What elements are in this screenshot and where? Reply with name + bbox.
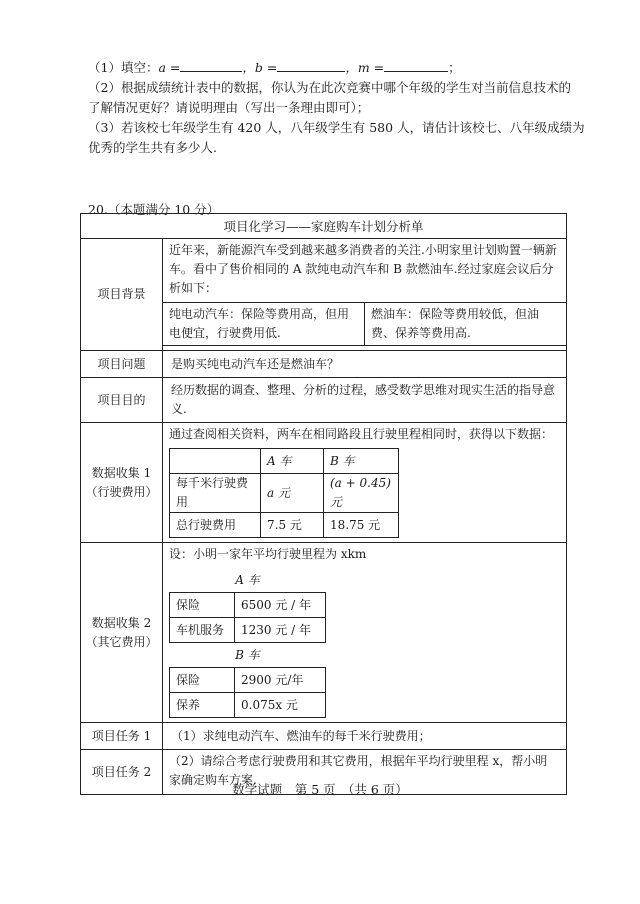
- data1-row2-a: 7.5 元: [261, 513, 324, 538]
- q19-m-label: ，m =: [345, 60, 385, 75]
- q19-part1: [88, 58, 578, 78]
- cell-goal: [163, 378, 567, 423]
- label-data1-line1: 数据收集 1: [91, 465, 152, 480]
- data1-col-b: B 车: [324, 449, 399, 474]
- cell-background: [163, 239, 567, 351]
- data1-row1-a: a 元: [261, 474, 324, 513]
- background-ev: 纯电动汽车：保险等费用高，但用电便宜，行驶费用低.: [169, 307, 350, 340]
- blank-a[interactable]: [180, 59, 242, 72]
- q19-part2-line2: 了解情况更好？请说明理由（写出一条理由即可）；: [88, 100, 370, 115]
- data1-row2-b: 18.75 元: [324, 513, 399, 538]
- data1-corner: [170, 449, 261, 474]
- data2-table: [169, 568, 326, 718]
- data1-row1-b: (a + 0.45) 元: [324, 474, 399, 513]
- cell-data2: [163, 543, 567, 723]
- q19-part3-line2: 优秀的学生共有多少人.: [88, 140, 217, 155]
- question-20-title: 20.（本题满分 10 分）: [88, 202, 220, 217]
- q19-part1-prefix: （1）填空：: [88, 60, 159, 75]
- data1-table: [169, 448, 399, 538]
- label-data2-line1: 数据收集 2: [91, 615, 152, 630]
- label-background: 项目背景: [81, 239, 163, 351]
- q19-part3-line1: （3）若该校七年级学生有 420 人，八年级学生有 580 人，请估计该校七、八年级成绩为: [88, 120, 585, 135]
- label-data2-line2: （其它费用）: [85, 634, 158, 649]
- cell-issue: [163, 351, 567, 378]
- task2-text: （2）请综合考虑行驶费用和其它费用，根据年平均行驶里程 x，帮小明家确定购车方案.: [169, 754, 548, 787]
- data2-a-row2-value: 1230 元 / 年: [235, 618, 326, 643]
- data2-car-b: B 车: [170, 643, 326, 668]
- question-19-parts: [88, 58, 585, 158]
- label-issue: 项目问题: [81, 351, 163, 378]
- data2-a-row1-value: 6500 元 / 年: [235, 593, 326, 618]
- label-data1-line2: （行驶费用）: [85, 484, 158, 499]
- label-data1: [81, 423, 163, 543]
- label-data2: [81, 543, 163, 723]
- q19-b-label: ，b =: [242, 60, 278, 75]
- task1-text: （1）求纯电动汽车、燃油车的每千米行驶费用；: [171, 728, 431, 743]
- cell-task1: [163, 723, 567, 750]
- background-text: 近年来，新能源汽车受到越来越多消费者的关注.小明家里计划购置一辆新车。看中了售价相同的 A 款纯电动汽车和 B 款燃油车.经过家庭会议后分析如下：: [169, 243, 557, 295]
- data2-b-row1-label: 保险: [170, 668, 235, 693]
- label-task1: 项目任务 1: [81, 723, 163, 750]
- q19-part2-line1: （2）根据成绩统计表中的数据，你认为在此次竞赛中哪个年级的学生对当前信息技术的: [88, 80, 571, 95]
- background-fuel: 燃油车：保险等费用较低，但油费、保养等费用高.: [364, 303, 566, 345]
- q19-a-label: a =: [158, 60, 181, 75]
- data1-row1-label: 每千米行驶费用: [170, 474, 261, 513]
- blank-m[interactable]: [384, 59, 448, 72]
- data1-intro: 通过查阅相关资料，两车在相同路段且行驶里程相同时，获得以下数据：: [169, 427, 554, 441]
- label-task2: 项目任务 2: [81, 750, 163, 795]
- data2-a-row1-label: 保险: [170, 593, 235, 618]
- label-goal: 项目目的: [81, 378, 163, 423]
- data2-b-row2-label: 保养: [170, 693, 235, 718]
- issue-text: 是购买纯电动汽车还是燃油车？: [171, 356, 340, 371]
- project-analysis-table: [80, 213, 567, 795]
- blank-b[interactable]: [277, 59, 345, 72]
- q19-part1-end: ；: [448, 60, 461, 75]
- data1-col-a: A 车: [261, 449, 324, 474]
- data2-b-row1-value: 2900 元/年: [235, 668, 326, 693]
- data2-car-a: A 车: [170, 568, 326, 593]
- table-title: 项目化学习——家庭购车计划分析单: [81, 214, 567, 239]
- data2-b-row2-value: 0.075x 元: [235, 693, 326, 718]
- page-footer: 数学试题 第 5 页 （共 6 页）: [232, 782, 408, 797]
- data1-row2-label: 总行驶费用: [170, 513, 261, 538]
- goal-text: 经历数据的调查、整理、分析的过程，感受数学思维对现实生活的指导意义.: [171, 383, 556, 416]
- background-comparison: [163, 302, 566, 346]
- cell-data1: [163, 423, 567, 543]
- data2-a-row2-label: 车机服务: [170, 618, 235, 643]
- data2-intro: 设：小明一家年平均行驶里程为 xkm: [169, 547, 367, 561]
